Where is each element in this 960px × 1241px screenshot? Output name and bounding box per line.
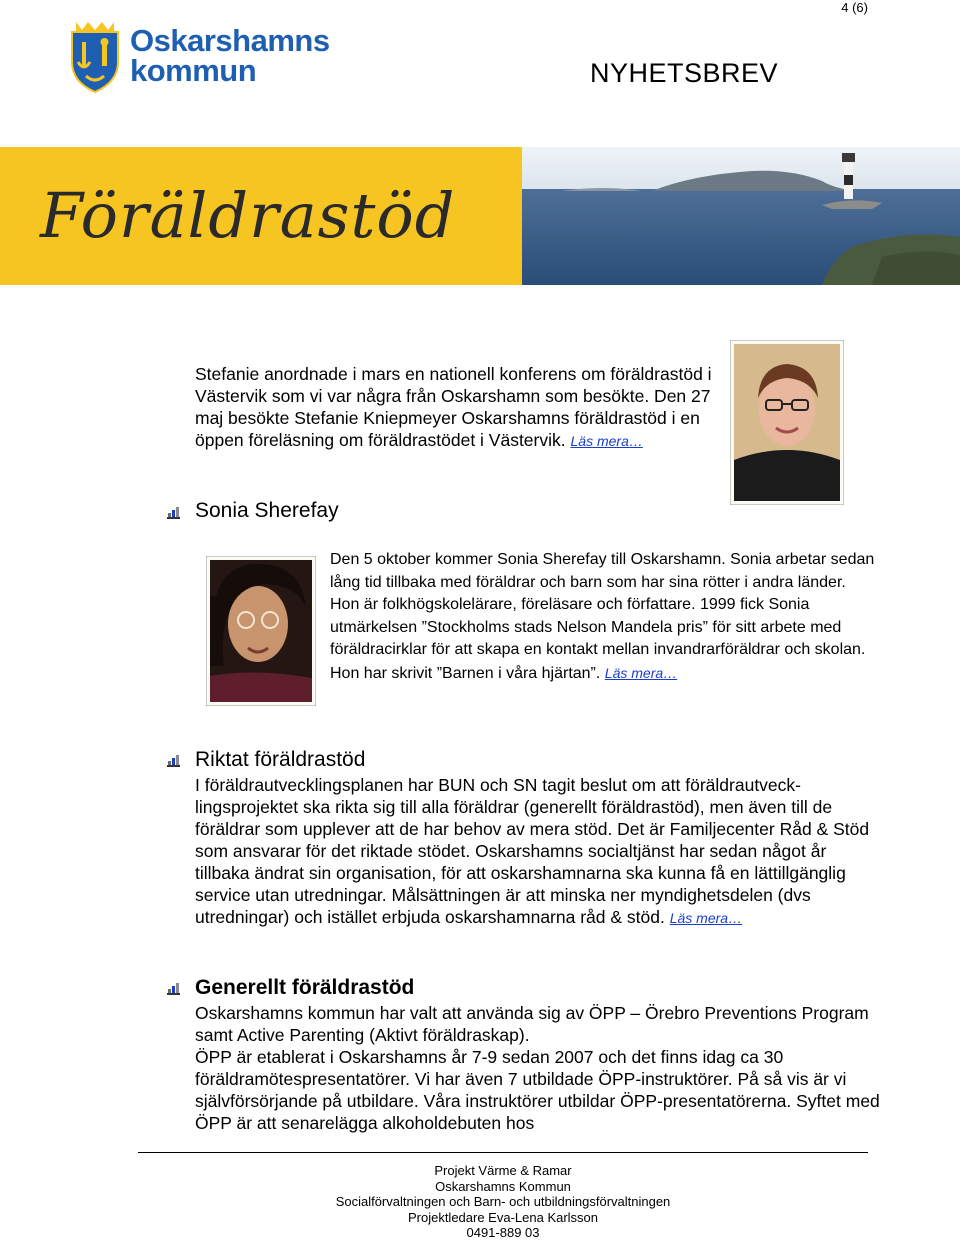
footer-municipality: Oskarshamns Kommun bbox=[435, 1178, 571, 1194]
generellt-paragraph bbox=[195, 1002, 885, 1134]
newsletter-title: NYHETSBREV bbox=[590, 58, 779, 88]
bullet-icon bbox=[167, 507, 181, 519]
page-number: 4 (6) bbox=[841, 0, 868, 15]
generellt-text-2: ÖPP är etablerat i Oskarshamns år 7-9 sedan 2007 och det finns idag ca 30 föräldramötespresentatörer. Vi har även 7 utbildade ÖPP-instruktörer. På så vis är vi självförsörjande på utbildare. Våra instruktörer utbildar ÖPP-presentatörerna. Syftet med ÖPP är att senarelägga alkoholdebuten hos bbox=[195, 1047, 880, 1133]
sonia-paragraph bbox=[330, 549, 875, 685]
portrait-sonia bbox=[206, 556, 316, 706]
footer-divider bbox=[138, 1152, 868, 1153]
bullet-icon bbox=[167, 755, 181, 767]
generellt-heading: Generellt föräldrastöd bbox=[195, 976, 415, 999]
intro-text: Stefanie anordnade i mars en nationell konferens om föräldrastöd i Västervik som vi var några från Oskarshamn som besökte. Den 27 maj besökte Stefanie Kniepmeyer Oskarshamns föräldrastöd i en öppen föreläsning om föräldrastödet i Västervik. bbox=[195, 364, 712, 450]
footer-departments: Socialförvaltningen och Barn- och utbildningsförvaltningen bbox=[335, 1194, 671, 1209]
logo-line-1: Oskarshamns bbox=[130, 23, 330, 58]
riktat-heading: Riktat föräldrastöd bbox=[195, 748, 366, 771]
intro-paragraph bbox=[195, 363, 715, 452]
sonia-heading: Sonia Sherefay bbox=[195, 499, 339, 522]
intro-read-more-link[interactable]: Läs mera… bbox=[570, 433, 643, 449]
riktat-text: I föräldrautvecklingsplanen har BUN och SN tagit beslut om att föräldrautveck-lingsprojektet ska rikta sig till alla föräldrar (generellt föräldrastöd), men även till de föräldrar som upplever att de har behov av mera stöd. Det är Familjecenter Råd & Stöd som ansvarar för det riktade stödet. Oskarshamns socialtjänst har sedan något år tillbaka ändrat sin organisation, för att oskarshamnarna ska kunna få en lättillgänglig service utan utredningar. Målsättningen är att minska ner myndighetsdelen (dvs utredningar) och istället erbjuda oskarshamnarna råd & stöd. bbox=[195, 775, 870, 927]
bullet-icon bbox=[167, 983, 181, 995]
footer-project-lead: Projektledare Eva-Lena Karlsson bbox=[407, 1209, 599, 1225]
municipality-logo bbox=[68, 18, 340, 96]
logo-line-2: kommun bbox=[130, 53, 257, 88]
sonia-read-more-link[interactable]: Läs mera… bbox=[604, 664, 678, 681]
seascape-photo bbox=[522, 147, 960, 285]
sonia-text: Den 5 oktober kommer Sonia Sherefay till Oskarshamn. Sonia arbetar sedan lång tid tillbaka med föräldrar och barn som har sina rötter i andra länder. Hon är folkhögskolelärare, föreläsare och författare. 1999 fick Sonia utmärkelsen ”Stockholms stads Nelson Mandela pris” för sitt arbete med föräldracirklar för att skapa en kontakt mellan invandrarföräldrar och skolan. Hon har skrivit ”Barnen i våra hjärtan”. bbox=[330, 551, 875, 682]
portrait-stefanie bbox=[730, 340, 844, 505]
footer bbox=[300, 1163, 706, 1241]
generellt-text-1: Oskarshamns kommun har valt att använda sig av ÖPP – Örebro Preventions Program samt Active Parenting (Aktivt föräldraskap). bbox=[195, 1003, 869, 1045]
riktat-read-more-link[interactable]: Läs mera… bbox=[669, 910, 743, 926]
footer-project: Projekt Värme & Ramar bbox=[434, 1163, 572, 1178]
riktat-paragraph bbox=[195, 774, 885, 929]
banner-title: Föräldrastöd bbox=[40, 179, 456, 252]
banner bbox=[0, 147, 960, 285]
footer-phone: 0491-889 03 bbox=[466, 1225, 540, 1240]
coat-of-arms-icon bbox=[68, 18, 122, 94]
